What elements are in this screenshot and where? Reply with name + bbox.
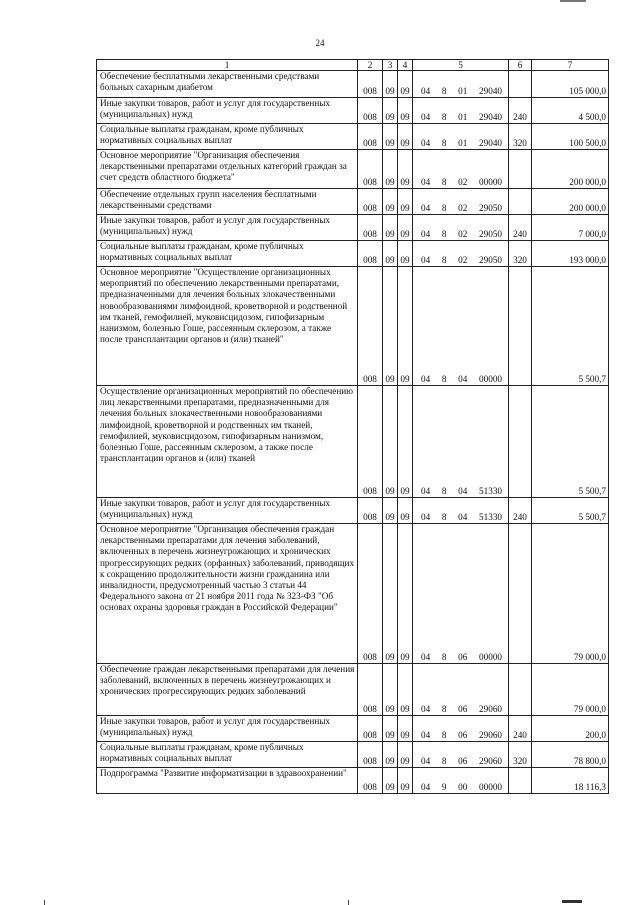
table-row — [97, 524, 609, 664]
ministry-code-cell: 008 — [358, 716, 383, 742]
csr-program-code: 04 — [421, 511, 431, 522]
csr-direction-code: 29050 — [479, 202, 502, 213]
csr-direction-code: 00000 — [479, 651, 502, 662]
expense-name-cell: Осуществление организационных мероприятий по обеспечению лиц лекарственными препаратами, предназначенными для лечения больных злокачественными новообразованиями лимфоидной, кроветворной и родственных им тканей, гемофилией, муковисцидозом, гипофизарным нанизмом, болезнью Гоше, рассеянным склерозом, а также после трансплантации органов и (или) тканей — [97, 386, 358, 498]
ministry-code-cell: 008 — [358, 524, 383, 664]
subsection-code-cell: 09 — [398, 664, 413, 716]
amount-cell: 79 000,0 — [532, 664, 609, 716]
ministry-code-cell: 008 — [358, 71, 383, 98]
csr-event-code: 02 — [458, 228, 468, 239]
expense-name-cell: Иные закупки товаров, работ и услуг для государственных (муниципальных) нужд — [97, 215, 358, 241]
expense-type-code-cell — [509, 524, 532, 664]
scan-mark-middle — [348, 900, 349, 905]
expense-name-cell: Социальные выплаты гражданам, кроме публичных нормативных социальных выплат — [97, 124, 358, 150]
target-article-code — [415, 229, 506, 240]
csr-subprogram-code: 8 — [441, 85, 447, 96]
amount-cell: 200 000,0 — [532, 189, 609, 215]
expense-type-code-cell — [509, 189, 532, 215]
target-article-code-cell — [413, 386, 509, 498]
csr-program-code: 04 — [421, 254, 431, 265]
target-article-code — [415, 512, 506, 523]
csr-direction-code: 29060 — [479, 703, 502, 714]
expense-name-cell: Основное мероприятие "Организация обеспечения граждан лекарственными препаратами для лечения заболеваний, включенных в перечень жизнеугрожающих и хронических прогрессирующих редких (орфанных) заболеваний, приводящих к сокращению продолжительности жизни гражданина или инвалидности, предусмотренный частью 3 статьи 44 Федерального закона от 21 ноября 2011 года № 323-ФЗ "Об основах охраны здоровья граждан в Российской Федерации" — [97, 524, 358, 664]
target-article-code — [415, 652, 506, 663]
ministry-code-cell: 008 — [358, 498, 383, 524]
header-cell-2: 2 — [358, 60, 383, 71]
amount-cell: 5 500,7 — [532, 386, 609, 498]
budget-table — [96, 59, 609, 794]
csr-direction-code: 00000 — [479, 781, 502, 792]
csr-subprogram-code: 8 — [441, 373, 447, 384]
csr-program-code: 04 — [421, 485, 431, 496]
expense-name-cell: Обеспечение граждан лекарственными препаратами для лечения заболеваний, включенных в перечень жизнеугрожающих и хронических прогрессирующих редких заболеваний — [97, 664, 358, 716]
ministry-code-cell: 008 — [358, 189, 383, 215]
csr-program-code: 04 — [421, 137, 431, 148]
csr-program-code: 04 — [421, 176, 431, 187]
expense-type-code-cell — [509, 664, 532, 716]
csr-subprogram-code: 8 — [441, 228, 447, 239]
target-article-code — [415, 112, 506, 123]
section-code-cell: 09 — [383, 189, 398, 215]
section-code-cell: 09 — [383, 742, 398, 768]
csr-event-code: 02 — [458, 176, 468, 187]
table-row — [97, 386, 609, 498]
expense-type-code-cell: 320 — [509, 742, 532, 768]
csr-subprogram-code: 8 — [441, 651, 447, 662]
table-row — [97, 241, 609, 267]
target-article-code-cell — [413, 98, 509, 124]
target-article-code-cell — [413, 524, 509, 664]
target-article-code — [415, 782, 506, 793]
csr-event-code: 00 — [458, 781, 468, 792]
csr-event-code: 04 — [458, 485, 468, 496]
section-code-cell: 09 — [383, 267, 398, 386]
ministry-code-cell: 008 — [358, 150, 383, 189]
target-article-code-cell — [413, 664, 509, 716]
section-code-cell: 09 — [383, 524, 398, 664]
subsection-code-cell: 09 — [398, 267, 413, 386]
target-article-code-cell — [413, 716, 509, 742]
expense-type-code-cell: 320 — [509, 241, 532, 267]
table-row — [97, 768, 609, 794]
header-cell-1: 1 — [97, 60, 358, 71]
header-cell-4: 4 — [398, 60, 413, 71]
amount-cell: 18 116,3 — [532, 768, 609, 794]
csr-program-code: 04 — [421, 202, 431, 213]
csr-direction-code: 29060 — [479, 755, 502, 766]
amount-cell: 193 000,0 — [532, 241, 609, 267]
csr-program-code: 04 — [421, 651, 431, 662]
table-row — [97, 71, 609, 98]
csr-program-code: 04 — [421, 703, 431, 714]
ministry-code-cell: 008 — [358, 664, 383, 716]
section-code-cell: 09 — [383, 386, 398, 498]
target-article-code-cell — [413, 150, 509, 189]
target-article-code-cell — [413, 71, 509, 98]
expense-type-code-cell: 240 — [509, 98, 532, 124]
expense-type-code-cell: 240 — [509, 215, 532, 241]
section-code-cell: 09 — [383, 98, 398, 124]
target-article-code — [415, 374, 506, 385]
table-row — [97, 189, 609, 215]
csr-subprogram-code: 8 — [441, 254, 447, 265]
ministry-code-cell: 008 — [358, 215, 383, 241]
csr-event-code: 06 — [458, 703, 468, 714]
expense-name-cell: Обеспечение отдельных групп населения бесплатными лекарственными средствами — [97, 189, 358, 215]
target-article-code — [415, 486, 506, 497]
subsection-code-cell: 09 — [398, 742, 413, 768]
amount-cell: 5 500,7 — [532, 498, 609, 524]
csr-direction-code: 51330 — [479, 511, 502, 522]
csr-event-code: 06 — [458, 729, 468, 740]
csr-direction-code: 00000 — [479, 176, 502, 187]
target-article-code — [415, 756, 506, 767]
amount-cell: 105 000,0 — [532, 71, 609, 98]
csr-program-code: 04 — [421, 85, 431, 96]
csr-event-code: 04 — [458, 511, 468, 522]
table-row — [97, 664, 609, 716]
target-article-code-cell — [413, 124, 509, 150]
csr-program-code: 04 — [421, 755, 431, 766]
csr-direction-code: 51330 — [479, 485, 502, 496]
target-article-code — [415, 730, 506, 741]
ministry-code-cell: 008 — [358, 124, 383, 150]
csr-event-code: 04 — [458, 373, 468, 384]
subsection-code-cell: 09 — [398, 189, 413, 215]
table-row — [97, 498, 609, 524]
csr-subprogram-code: 8 — [441, 202, 447, 213]
amount-cell: 78 800,0 — [532, 742, 609, 768]
subsection-code-cell: 09 — [398, 498, 413, 524]
section-code-cell: 09 — [383, 716, 398, 742]
expense-name-cell: Иные закупки товаров, работ и услуг для государственных (муниципальных) нужд — [97, 498, 358, 524]
expense-name-cell: Основное мероприятие "Осуществление организационных мероприятий по обеспечению лекарственными препаратами, предназначенными для лечения больных злокачественными новообразованиями лимфоидной, кроветворной и родственной им тканей, гемофилией, муковисцидозом, гипофизарным нанизмом, болезнью Гоше, рассеянным склерозом, а также после трансплантации органов и (или) тканей" — [97, 267, 358, 386]
ministry-code-cell: 008 — [358, 267, 383, 386]
ministry-code-cell: 008 — [358, 768, 383, 794]
table-row — [97, 267, 609, 386]
csr-subprogram-code: 8 — [441, 111, 447, 122]
section-code-cell: 09 — [383, 498, 398, 524]
csr-event-code: 06 — [458, 755, 468, 766]
csr-direction-code: 29050 — [479, 254, 502, 265]
table-row — [97, 150, 609, 189]
subsection-code-cell: 09 — [398, 124, 413, 150]
header-cell-5: 5 — [413, 60, 509, 71]
amount-cell: 79 000,0 — [532, 524, 609, 664]
csr-subprogram-code: 8 — [441, 511, 447, 522]
target-article-code-cell — [413, 267, 509, 386]
csr-subprogram-code: 8 — [441, 703, 447, 714]
target-article-code — [415, 177, 506, 188]
target-article-code-cell — [413, 241, 509, 267]
target-article-code-cell — [413, 498, 509, 524]
target-article-code-cell — [413, 215, 509, 241]
amount-cell: 200 000,0 — [532, 150, 609, 189]
table-row — [97, 124, 609, 150]
csr-program-code: 04 — [421, 228, 431, 239]
csr-event-code: 02 — [458, 254, 468, 265]
amount-cell: 7 000,0 — [532, 215, 609, 241]
section-code-cell: 09 — [383, 664, 398, 716]
csr-subprogram-code: 8 — [441, 729, 447, 740]
section-code-cell: 09 — [383, 215, 398, 241]
csr-subprogram-code: 8 — [441, 755, 447, 766]
ministry-code-cell: 008 — [358, 98, 383, 124]
target-article-code-cell — [413, 189, 509, 215]
expense-type-code-cell: 240 — [509, 716, 532, 742]
expense-name-cell: Обеспечение бесплатными лекарственными средствами больных сахарным диабетом — [97, 71, 358, 98]
target-article-code-cell — [413, 768, 509, 794]
subsection-code-cell: 09 — [398, 71, 413, 98]
amount-cell: 4 500,0 — [532, 98, 609, 124]
csr-direction-code: 29040 — [479, 111, 502, 122]
expense-name-cell: Иные закупки товаров, работ и услуг для государственных (муниципальных) нужд — [97, 98, 358, 124]
target-article-code — [415, 203, 506, 214]
subsection-code-cell: 09 — [398, 524, 413, 664]
expense-type-code-cell — [509, 768, 532, 794]
expense-name-cell: Иные закупки товаров, работ и услуг для государственных (муниципальных) нужд — [97, 716, 358, 742]
csr-direction-code: 29050 — [479, 228, 502, 239]
ministry-code-cell: 008 — [358, 241, 383, 267]
scan-mark-left — [44, 900, 45, 905]
target-article-code — [415, 86, 506, 97]
csr-event-code: 02 — [458, 202, 468, 213]
csr-direction-code: 29060 — [479, 729, 502, 740]
section-code-cell: 09 — [383, 150, 398, 189]
scan-mark-top — [560, 0, 586, 2]
subsection-code-cell: 09 — [398, 386, 413, 498]
expense-type-code-cell — [509, 386, 532, 498]
expense-name-cell: Социальные выплаты гражданам, кроме публичных нормативных социальных выплат — [97, 241, 358, 267]
target-article-code — [415, 138, 506, 149]
csr-subprogram-code: 9 — [441, 781, 447, 792]
subsection-code-cell: 09 — [398, 241, 413, 267]
section-code-cell: 09 — [383, 241, 398, 267]
scan-mark-bottom — [562, 900, 582, 903]
subsection-code-cell: 09 — [398, 716, 413, 742]
csr-event-code: 06 — [458, 651, 468, 662]
header-cell-3: 3 — [383, 60, 398, 71]
budget-table-body — [97, 60, 609, 794]
subsection-code-cell: 09 — [398, 215, 413, 241]
csr-program-code: 04 — [421, 729, 431, 740]
csr-subprogram-code: 8 — [441, 485, 447, 496]
ministry-code-cell: 008 — [358, 742, 383, 768]
expense-name-cell: Подпрограмма "Развитие информатизации в здравоохранении" — [97, 768, 358, 794]
expense-type-code-cell: 240 — [509, 498, 532, 524]
subsection-code-cell: 09 — [398, 768, 413, 794]
csr-program-code: 04 — [421, 111, 431, 122]
page-number: 24 — [315, 38, 325, 48]
csr-event-code: 01 — [458, 85, 468, 96]
csr-direction-code: 29040 — [479, 137, 502, 148]
amount-cell: 100 500,0 — [532, 124, 609, 150]
expense-type-code-cell — [509, 150, 532, 189]
csr-program-code: 04 — [421, 373, 431, 384]
ministry-code-cell: 008 — [358, 386, 383, 498]
header-cell-7: 7 — [532, 60, 609, 71]
header-row — [97, 60, 609, 71]
amount-cell: 5 500,7 — [532, 267, 609, 386]
section-code-cell: 09 — [383, 71, 398, 98]
table-row — [97, 742, 609, 768]
expense-name-cell: Основное мероприятие "Организация обеспечения лекарственными препаратами отдельных категорий граждан за счет средств областного бюджета" — [97, 150, 358, 189]
csr-program-code: 04 — [421, 781, 431, 792]
table-row — [97, 98, 609, 124]
section-code-cell: 09 — [383, 124, 398, 150]
csr-subprogram-code: 8 — [441, 176, 447, 187]
target-article-code — [415, 255, 506, 266]
expense-type-code-cell — [509, 267, 532, 386]
table-row — [97, 716, 609, 742]
header-cell-6: 6 — [509, 60, 532, 71]
csr-subprogram-code: 8 — [441, 137, 447, 148]
csr-direction-code: 00000 — [479, 373, 502, 384]
amount-cell: 200,0 — [532, 716, 609, 742]
section-code-cell: 09 — [383, 768, 398, 794]
target-article-code — [415, 704, 506, 715]
csr-event-code: 01 — [458, 111, 468, 122]
target-article-code-cell — [413, 742, 509, 768]
expense-type-code-cell: 320 — [509, 124, 532, 150]
expense-type-code-cell — [509, 71, 532, 98]
subsection-code-cell: 09 — [398, 150, 413, 189]
table-row — [97, 215, 609, 241]
csr-direction-code: 29040 — [479, 85, 502, 96]
expense-name-cell: Социальные выплаты гражданам, кроме публичных нормативных социальных выплат — [97, 742, 358, 768]
csr-event-code: 01 — [458, 137, 468, 148]
subsection-code-cell: 09 — [398, 98, 413, 124]
